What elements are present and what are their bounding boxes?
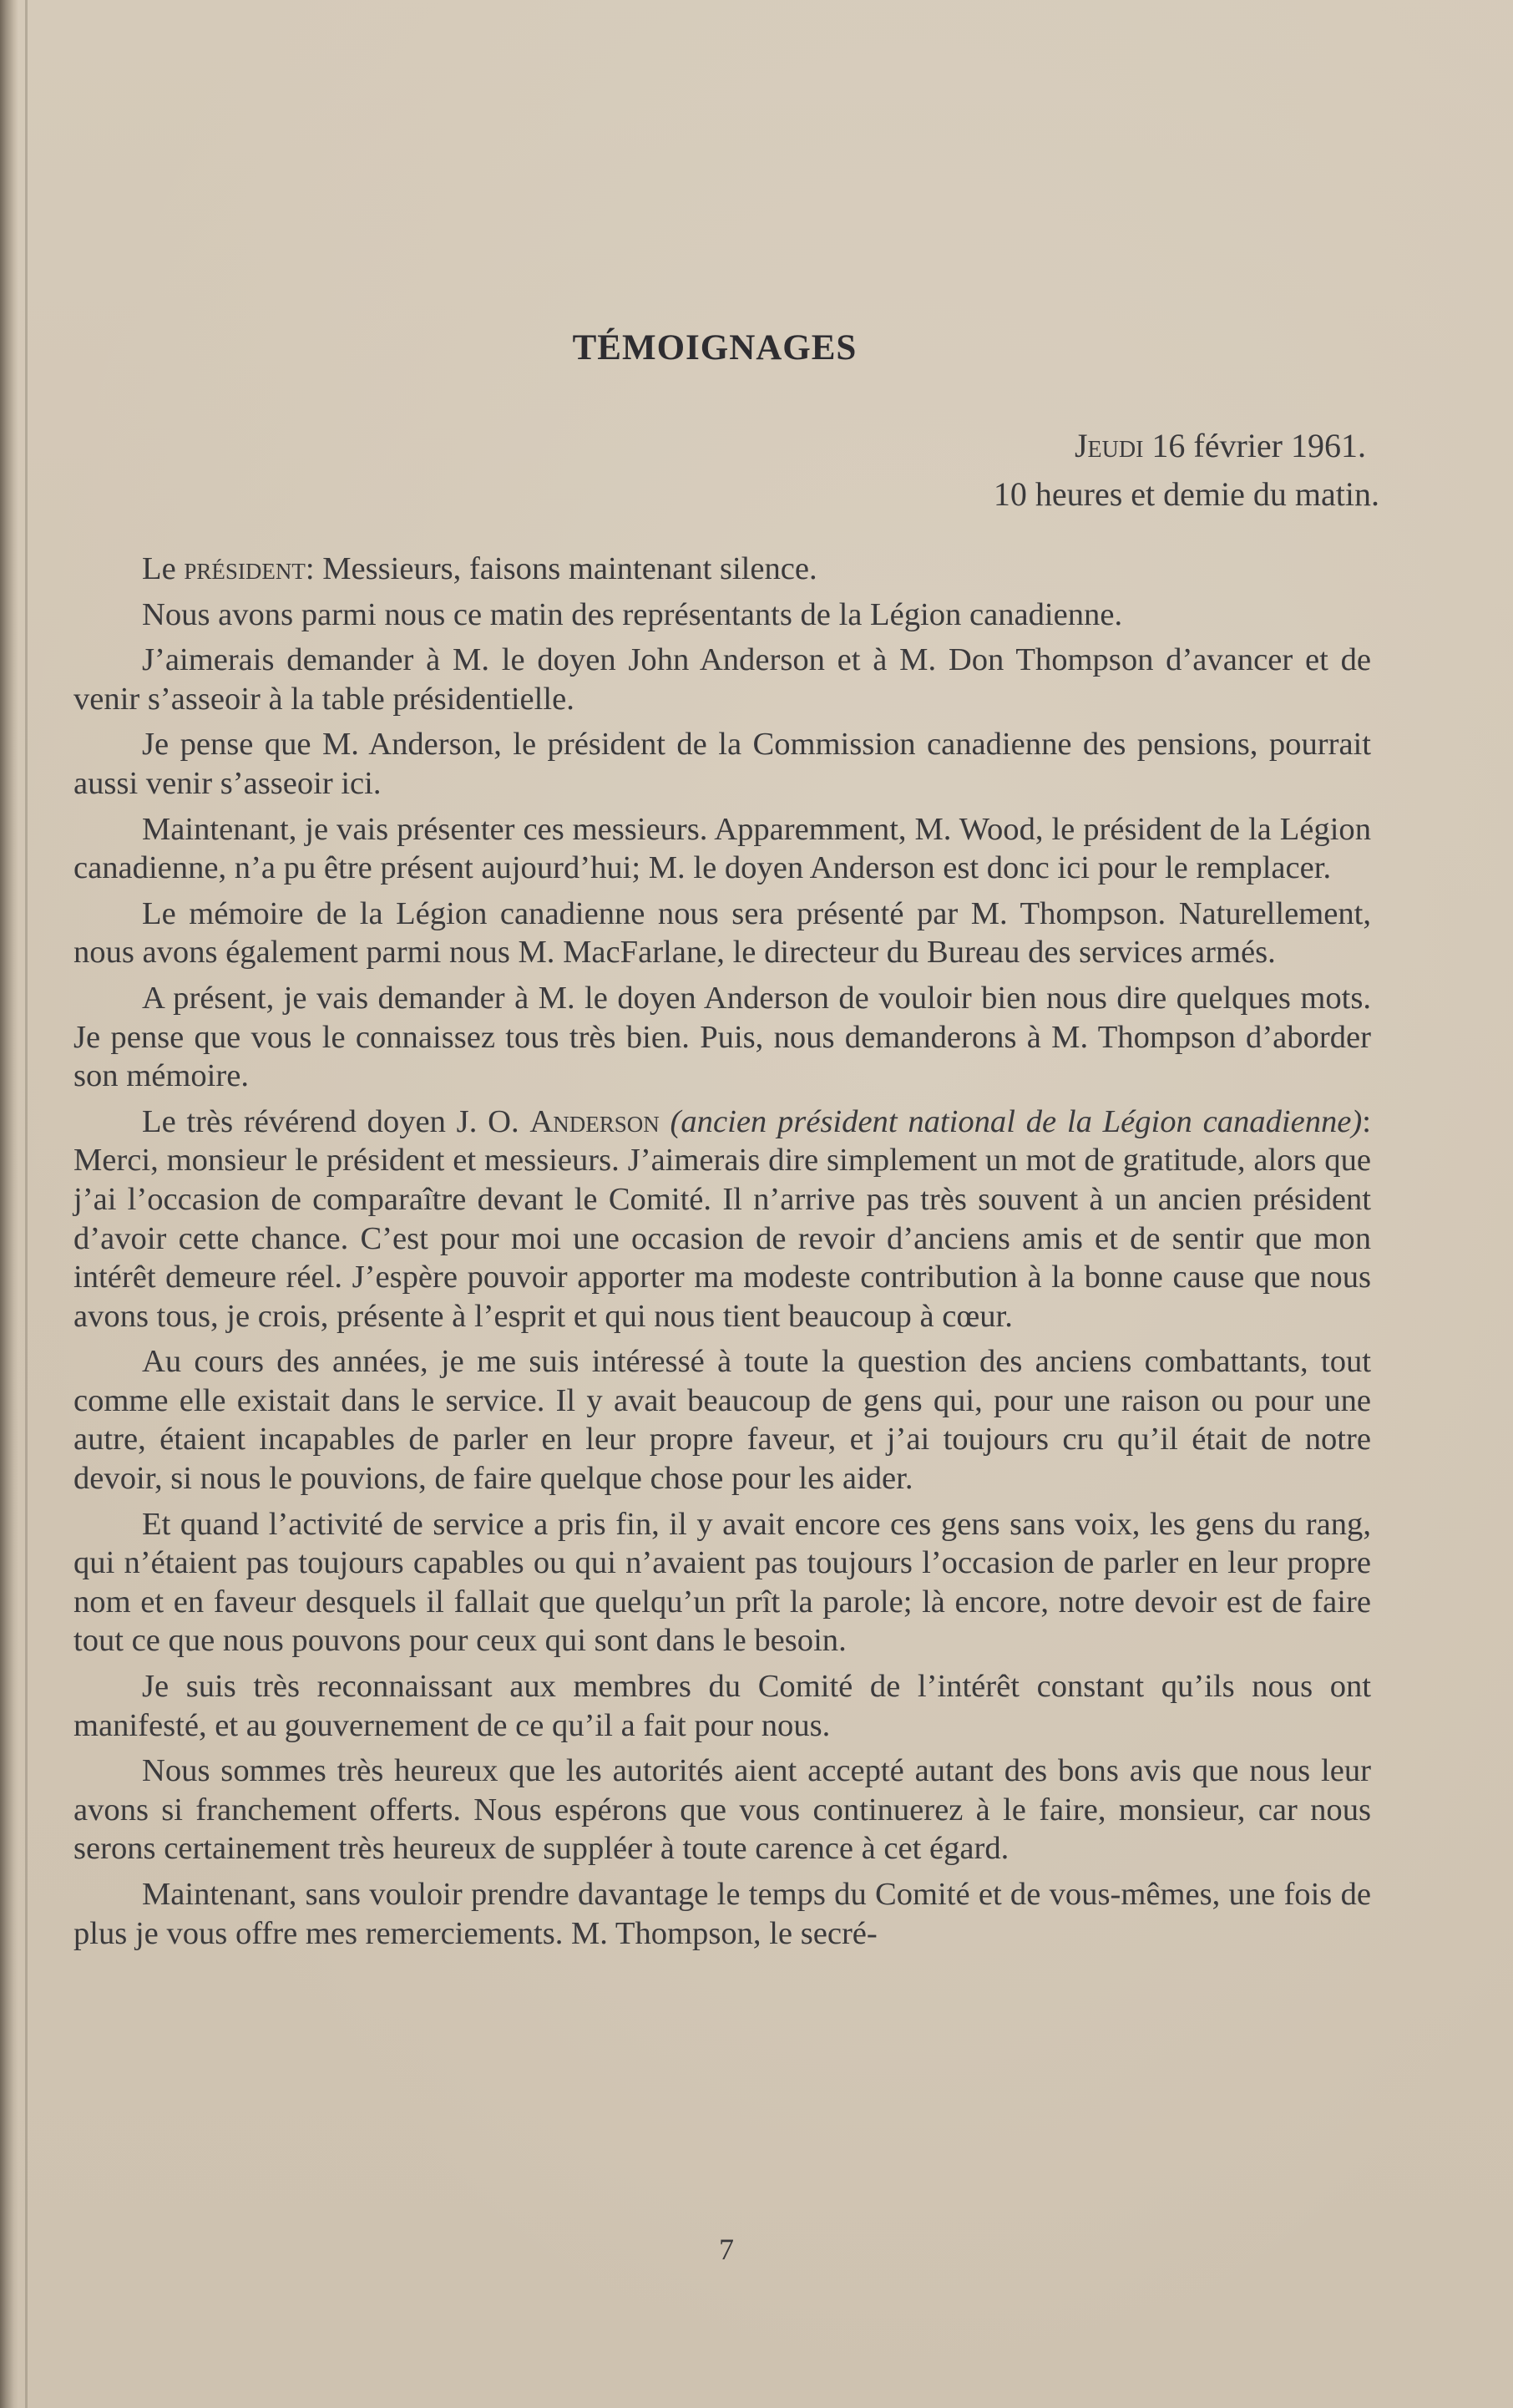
paragraph: Nous sommes très heureux que les autorités aient accepté autant des bons avis que nous leur avons si franchement offerts. Nous espérons que vous continuerez à le faire, monsieur, car nous serons certainement très heureux de suppléer à toute carence à cet égard.: [73, 1753, 1371, 1867]
paragraph: [73, 550, 1371, 589]
paragraph-text: Merci, monsieur le président et messieurs. J’aimerais dire simplement un mot de gratitude, alors que j’ai l’occasion de comparaître devant le Comité. Il n’arrive pas très souvent à un ancien président d’avoir cette chance. C’est pour moi une occasion de revoir d’anciens amis et de sentir que mon intérêt demeure réel. J’espère pouvoir apporter ma modeste contribution à la bonne cause que nous avons tous, je crois, présente à l’esprit et qui nous tient beaucoup à cœur.: [73, 1143, 1371, 1334]
paragraph: A présent, je vais demander à M. le doyen Anderson de vouloir bien nous dire quelques mots. Je pense que vous le connaissez tous très bien. Puis, nous demanderons à M. Thompson d’aborder son mémoire.: [73, 980, 1371, 1094]
speaker-name: Anderson: [529, 1103, 660, 1139]
page-number: 7: [719, 2233, 734, 2266]
transcript-body: [73, 550, 1371, 1959]
paragraph: Et quand l’activité de service a pris fin, il y avait encore ces gens sans voix, les gens du rang, qui n’étaient pas toujours capables ou qui n’avaient pas toujours l’occasion de parler en leur propre nom et en faveur desquels il fallait que quelqu’un prît la parole; là encore, notre devoir est de faire tout ce que nous pouvons pour ceux qui sont dans le besoin.: [73, 1506, 1371, 1659]
speaker-name: président: [184, 551, 306, 586]
paragraph: Je pense que M. Anderson, le président de la Commission canadienne des pensions, pourrait aussi venir s’asseoir ici.: [73, 727, 1371, 801]
dateline-date: [994, 422, 1366, 470]
dateline: [993, 422, 1379, 519]
paragraph: Nous avons parmi nous ce matin des représentants de la Légion canadienne.: [142, 596, 1123, 632]
speaker-suffix: :: [1362, 1103, 1371, 1139]
paragraph: Je suis très reconnaissant aux membres du Comité de l’intérêt constant qu’ils nous ont manifesté, et au gouvernement de ce qu’il a fait pour nous.: [73, 1669, 1371, 1743]
paragraph-text: Messieurs, faisons maintenant silence.: [322, 551, 817, 586]
page-title: TÉMOIGNAGES: [572, 328, 858, 368]
dateline-day: Jeudi: [1074, 427, 1144, 464]
paragraph: Maintenant, je vais présenter ces messieurs. Apparemment, M. Wood, le président de la Légion canadienne, n’a pu être présent aujourd’hui; M. le doyen Anderson est donc ici pour le remplacer.: [73, 811, 1371, 886]
paragraph: Le mémoire de la Légion canadienne nous sera présenté par M. Thompson. Naturellement, nous avons également parmi nous M. MacFarlane, le directeur du Bureau des services armés.: [73, 895, 1371, 971]
speaker-suffix: :: [305, 551, 323, 586]
paragraph: Au cours des années, je me suis intéressé à toute la question des anciens combattants, tout comme elle existait dans le service. Il y avait beaucoup de gens qui, pour une raison ou pour une autre, étaient incapables de parler en leur propre faveur, et j’ai toujours cru qu’il était de notre devoir, si nous le pouvions, de faire quelque chose pour les aider.: [73, 1344, 1371, 1497]
dateline-time: 10 heures et demie du matin.: [993, 475, 1379, 513]
speaker-prefix: Le très révérend doyen J. O.: [142, 1103, 530, 1139]
paragraph: J’aimerais demander à M. le doyen John Anderson et à M. Don Thompson d’avancer et de venir s’asseoir à la table présidentielle.: [73, 642, 1371, 717]
speaker-role: (ancien président national de la Légion canadienne): [670, 1103, 1363, 1139]
dateline-date-value: 16 février 1961.: [1151, 427, 1366, 464]
paragraph: [73, 1103, 1371, 1336]
speaker-prefix: Le: [142, 551, 185, 586]
paragraph: Maintenant, sans vouloir prendre davantage le temps du Comité et de vous-mêmes, une fois de plus je vous offre mes remerciements. M. Thompson, le secré-: [73, 1877, 1371, 1951]
